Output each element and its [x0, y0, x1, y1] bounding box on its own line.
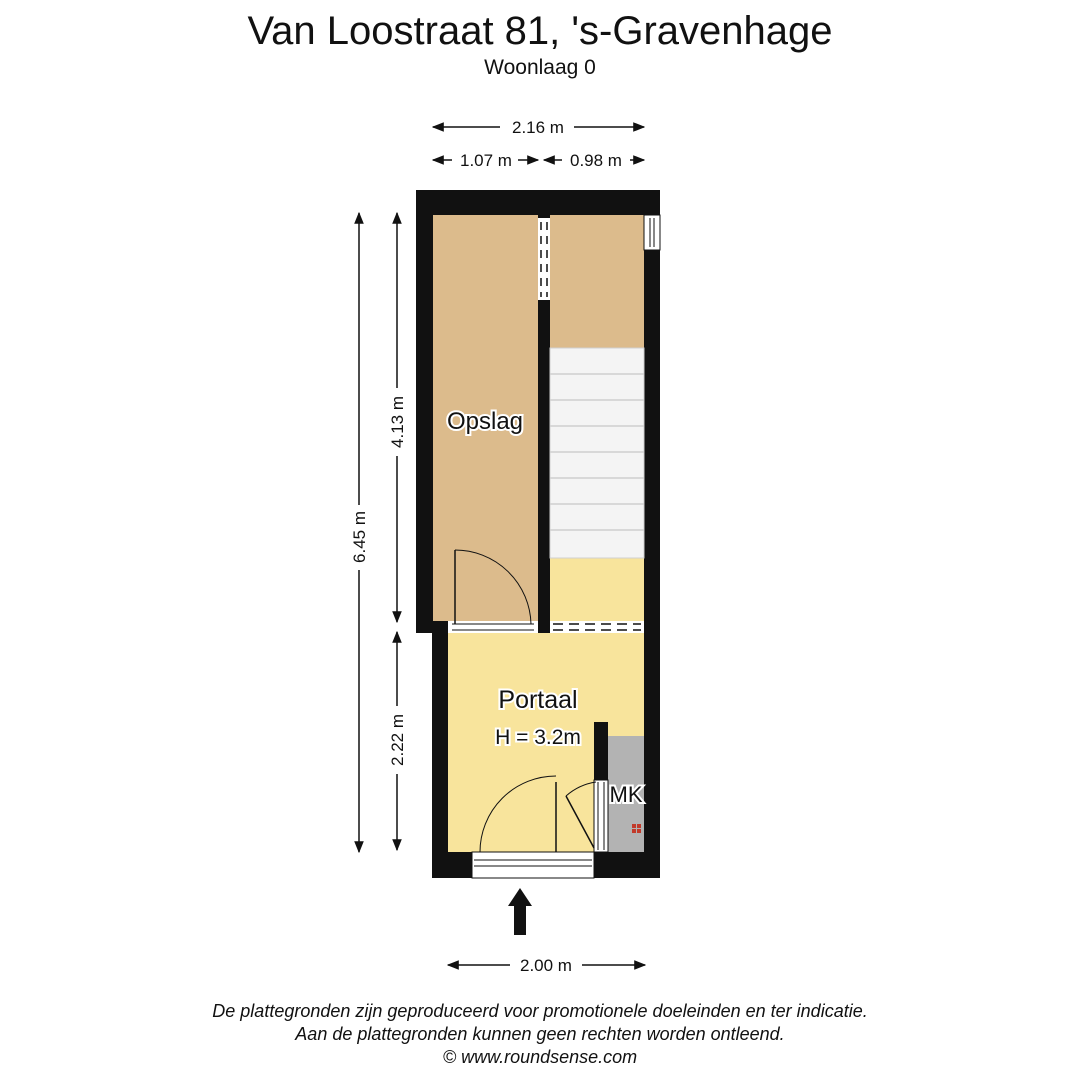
- upper-landing-floor: [550, 215, 644, 348]
- room-label-hall: Portaal: [498, 686, 578, 714]
- dimension-top-right: [544, 151, 644, 170]
- room-label-storage: Opslag: [446, 408, 524, 435]
- dimension-bottom: [448, 956, 645, 975]
- dimension-top-left: [433, 151, 538, 170]
- copyright-line: © www.roundsense.com: [442, 1047, 638, 1067]
- entrance-arrow-icon: [508, 888, 532, 935]
- dimension-label: 6.45 m: [350, 511, 369, 563]
- dimension-label: 2.00 m: [520, 956, 572, 975]
- staircase: [550, 348, 644, 558]
- dimension-left-lower: [388, 632, 407, 850]
- dimension-top-total: [433, 118, 644, 137]
- dimension-left-total: [350, 213, 369, 852]
- disclaimer-line-2: Aan de plattegronden kunnen geen rechten worden ontleend.: [295, 1024, 785, 1044]
- dimension-label: 2.22 m: [388, 714, 407, 766]
- stair-landing-floor: [550, 558, 644, 621]
- dimension-label: 2.16 m: [512, 118, 564, 137]
- disclaimer-line-1: De plattegronden zijn geproduceerd voor promotionele doeleinden en ter indicatie.: [212, 1001, 868, 1021]
- room-height-label: H = 3.2m: [495, 726, 581, 749]
- dimension-left-upper: [388, 213, 407, 622]
- room-label-meter-cupboard: MK: [609, 782, 643, 807]
- floor-level-label: Woonlaag 0: [484, 56, 596, 79]
- dimension-label: 1.07 m: [460, 151, 512, 170]
- window-top-right: [644, 215, 660, 250]
- page-title: Van Loostraat 81, 's-Gravenhage: [247, 9, 833, 53]
- opening-dashed-horizontal: [550, 621, 644, 633]
- opening-dashed-vertical: [538, 218, 550, 300]
- dimension-label: 0.98 m: [570, 151, 622, 170]
- dimension-label: 4.13 m: [388, 396, 407, 448]
